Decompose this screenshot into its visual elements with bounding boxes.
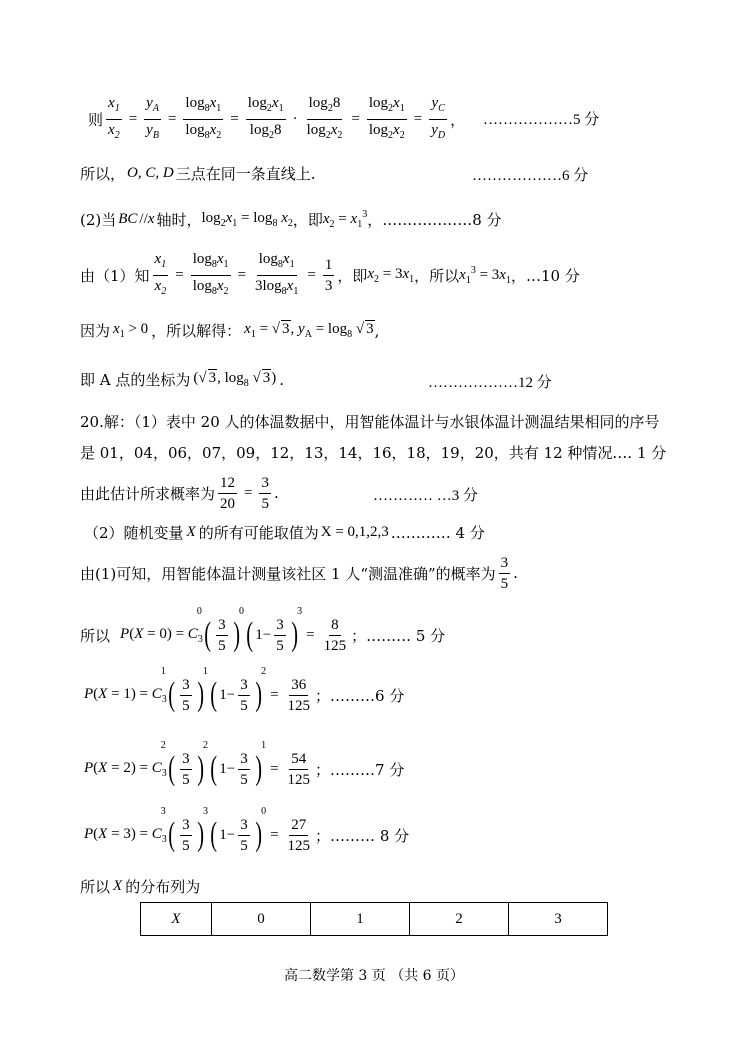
frac-yc-yd: $\frac{y_C}{y_D}$ [431,94,446,141]
text-ze: 则 [88,110,104,129]
line-p-x2: $P(X = 2) = C_3$ 2 ( $\frac{3}{5}$ ) 2 ( 1− $\frac{3}{5}$ ) 1 = $\frac{54}{125}$ ；………7 分 [84,740,405,788]
table-cell: X [141,903,212,936]
table-cell: 1 [311,903,410,936]
table-row [141,903,608,936]
line-prob-accurate: 由(1)可知，用智能体温计测量该社区 1 人“测温准确”的概率为 $\frac{3}{5}$ . [80,554,518,592]
line-q20-intro: 20.解：（1）表中 20 人的体温数据中，用智能体温计与水银体温计测温结果相同的序号 [80,413,660,431]
frac-log8: $\frac{\log_8x_1}{\log_8x_2}$ [185,94,222,141]
table-cell: 2 [410,903,509,936]
line-estimate: 由此估计所求概率为 $\frac{12}{20}$ = $\frac{3}{5}$ . [80,474,279,512]
table-cell: 0 [212,903,311,936]
score-12: ………………12 分 [428,375,552,391]
line-q20-ids: 是 01，04，06，07，09，12，13，14，16，18，19，20，共有 12 种情况.… 1 分 [80,444,667,462]
line-collinear: 所以， O, C, D 三点在同一条直线上. [80,165,316,183]
line-p-x3: $P(X = 3) = C_3$ 3 ( $\frac{3}{5}$ ) 3 ( 1− $\frac{3}{5}$ ) 0 = $\frac{27}{125}$ ；……… 8 分 [84,806,410,854]
score-6: ………………6 分 [472,168,589,184]
line-p-x0: 所以 $P(X = 0) = C_3$ 0 ( $\frac{3}{5}$ ) 0 ( 1− $\frac{3}{5}$ ) 3 = $\frac{8}{125}$ ；……… 5 分 [80,606,446,654]
frac-log2-b: $\frac{\log_28}{\log_2x_2}$ [306,94,343,141]
line-ratio-equation: 则 $\frac{x_1}{x_2}$ = $\frac{y_A}{y_B}$ = $\frac{\log_8x_1}{\log_8x_2}$ = $\frac{\log_2x_1}{\log_28}$ · $\frac{\log_28}{\log_2x_2}$ = $\frac{\log_2x_1}{\log_2x_2}$ = $\frac{y_C}{y_D}$ ， [88,94,465,144]
distribution-table [140,902,608,936]
table-cell: 3 [509,903,608,936]
line-distribution-intro: 所以 X 的分布列为 [80,878,201,896]
page-footer: 高二数学第 3 页 （共 6 页） [283,968,465,984]
frac-ya-yb: $\frac{y_A}{y_B}$ [146,94,159,141]
frac-log2-c: $\frac{\log_2x_1}{\log_2x_2}$ [368,94,405,141]
line-solve: 因为 $x_1 > 0$ ，所以解得： $x_1$ = √ 3, $y_A = \log_8$ √ 3 , [80,321,380,340]
score-5: ………………5 分 [483,112,600,128]
line-values: （2）随机变量 X 的所有可能取值为 X = 0,1,2,3 ………… 4 分 [84,524,485,542]
line-p-x1: $P(X = 1) = C_3$ 1 ( $\frac{3}{5}$ ) 1 ( 1− $\frac{3}{5}$ ) 2 = $\frac{36}{125}$ ；………6 分 [84,666,405,714]
score-3: ………… …3 分 [373,488,479,504]
line-point-a: 即 A 点的坐标为 (√ 3, $\log_8$ √ 3) . [80,370,285,389]
frac-log2-a: $\frac{\log_2x_1}{\log_28}$ [247,94,284,141]
frac-x1-x2: $\frac{x_1}{x_2}$ [108,94,120,141]
line-bc-parallel: (2)当 BC // x 轴时， $\log_2x_1 = \log_8 x_2$ ，即 $x_2 = x_1^3$ ，………………8 分 [80,209,502,230]
line-from-1: 由（1）知 $\frac{x_1}{x_2}$ = $\frac{\log_8x_1}{\log_8x_2}$ = $\frac{\log_8x_1}{3\log_8x_1}$ = $\frac{1}{3}$ ，即 $x_2 = 3x_1$ ，所以 $x_1^3 = 3x_1$ ，…10 分 [80,250,580,297]
